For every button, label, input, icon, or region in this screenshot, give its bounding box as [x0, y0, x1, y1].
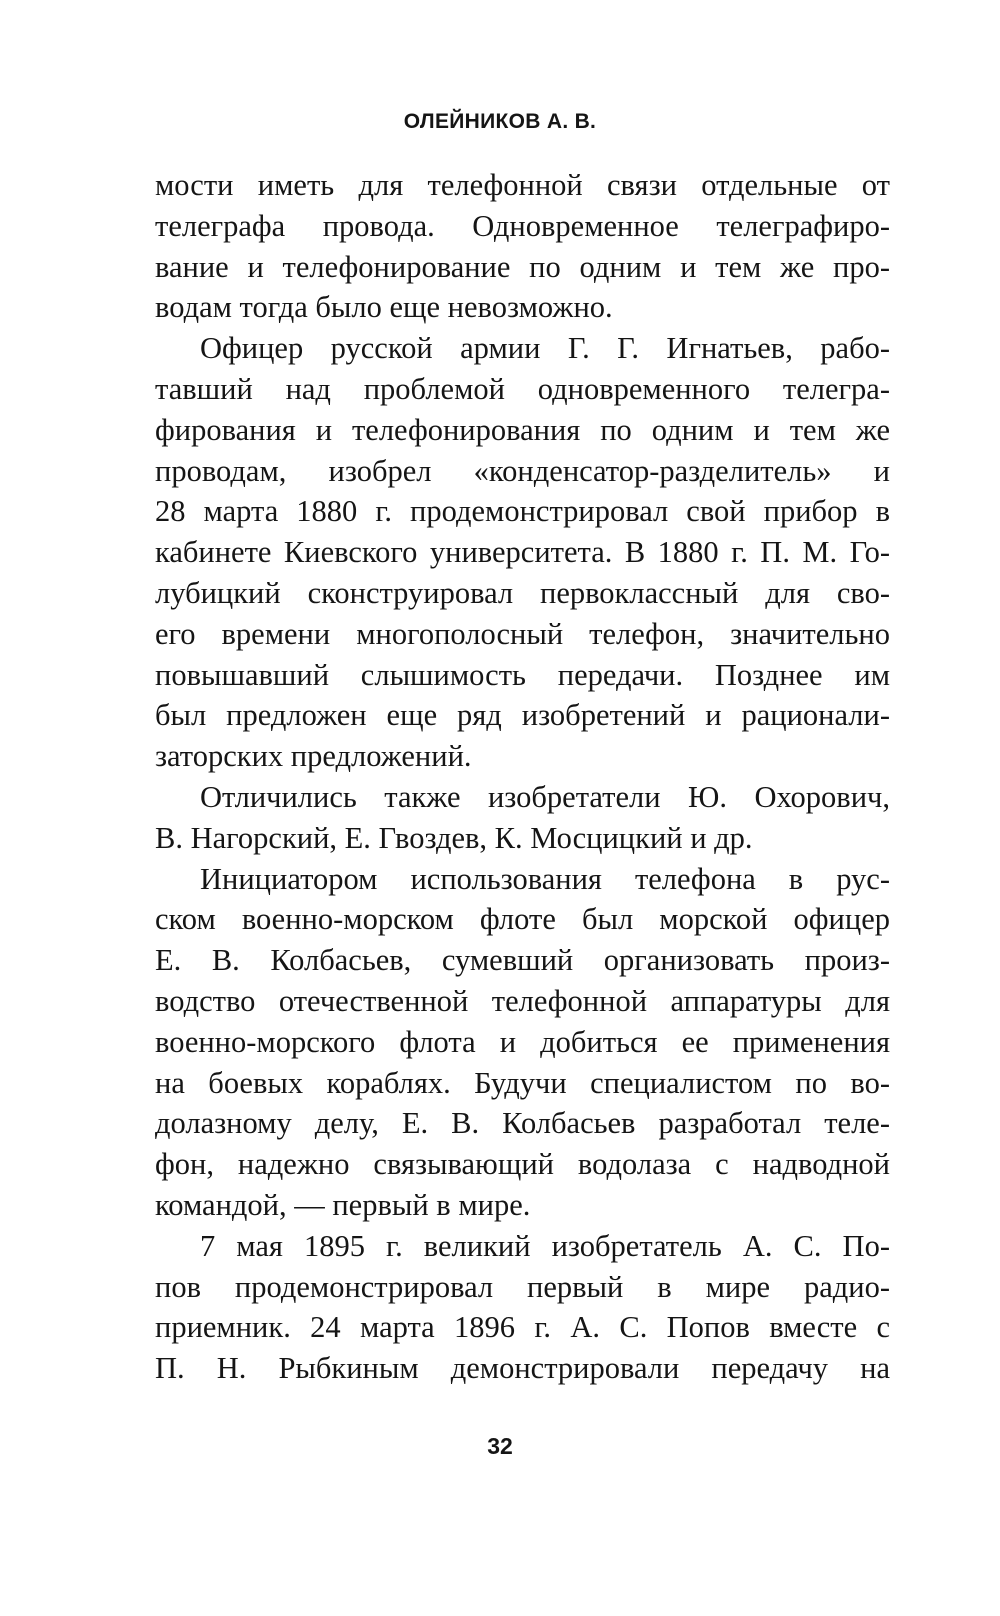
text-line: военно-морского флота и добиться ее применения [155, 1024, 890, 1059]
text-line: лубицкий сконструировал первоклассный для сво- [155, 575, 890, 610]
text-line: кабинете Киевского университета. В 1880 г. П. М. Го- [155, 535, 890, 570]
running-head: ОЛЕЙНИКОВ А. В. [403, 110, 597, 133]
text-line: мости иметь для телефонной связи отдельные от [155, 168, 890, 202]
text-line: фон, надежно связывающий водолаза с надводной [155, 1147, 890, 1182]
text-line: фирования и телефонирования по одним и тем же [155, 412, 890, 447]
text-line: Офицер русской армии Г. Г. Игнатьев, рабо- [200, 331, 890, 366]
text-line: телеграфа провода. Одновременное телеграфиро- [155, 208, 890, 243]
text-line: ском военно-морском флоте был морской офицер [155, 902, 890, 937]
text-line: вание и телефонирование по одним и тем же про- [155, 249, 890, 284]
text-line: командой, — первый в мире. [155, 1187, 531, 1222]
text-line: водство отечественной телефонной аппаратуры для [155, 983, 890, 1018]
text-line: пов продемонстрировал первый в мире радио- [155, 1269, 890, 1304]
text-line: его времени многополосный телефон, значительно [155, 616, 890, 651]
text-line: 7 мая 1895 г. великий изобретатель А. С. По- [200, 1228, 890, 1263]
text-line: Инициатором использования телефона в рус- [200, 861, 890, 896]
text-line: Отличились также изобретатели Ю. Охорович, [200, 779, 890, 814]
text-line: тавший над проблемой одновременного телегра- [155, 371, 890, 406]
text-line: повышавший слышимость передачи. Позднее им [155, 657, 890, 692]
text-line: на боевых кораблях. Будучи специалистом по во- [155, 1065, 890, 1100]
text-line: проводам, изобрел «конденсатор-разделитель» и [155, 453, 890, 488]
text-line: В. Нагорский, Е. Гвоздев, К. Мосцицкий и др. [155, 820, 753, 855]
text-line: П. Н. Рыбкиным демонстрировали передачу на [155, 1351, 890, 1386]
text-line: Е. В. Колбасьев, сумевший организовать произ- [155, 943, 890, 978]
text-line: был предложен еще ряд изобретений и рационали- [155, 698, 890, 733]
body-text [155, 165, 890, 1389]
text-line: долазному делу, Е. В. Колбасьев разработал теле- [155, 1106, 890, 1141]
text-line: заторских предложений. [155, 739, 472, 774]
page-number: 32 [487, 1433, 513, 1459]
text-line: водам тогда было еще невозможно. [155, 290, 613, 325]
text-line: приемник. 24 марта 1896 г. А. С. Попов вместе с [155, 1310, 890, 1345]
text-line: 28 марта 1880 г. продемонстрировал свой прибор в [155, 494, 890, 529]
